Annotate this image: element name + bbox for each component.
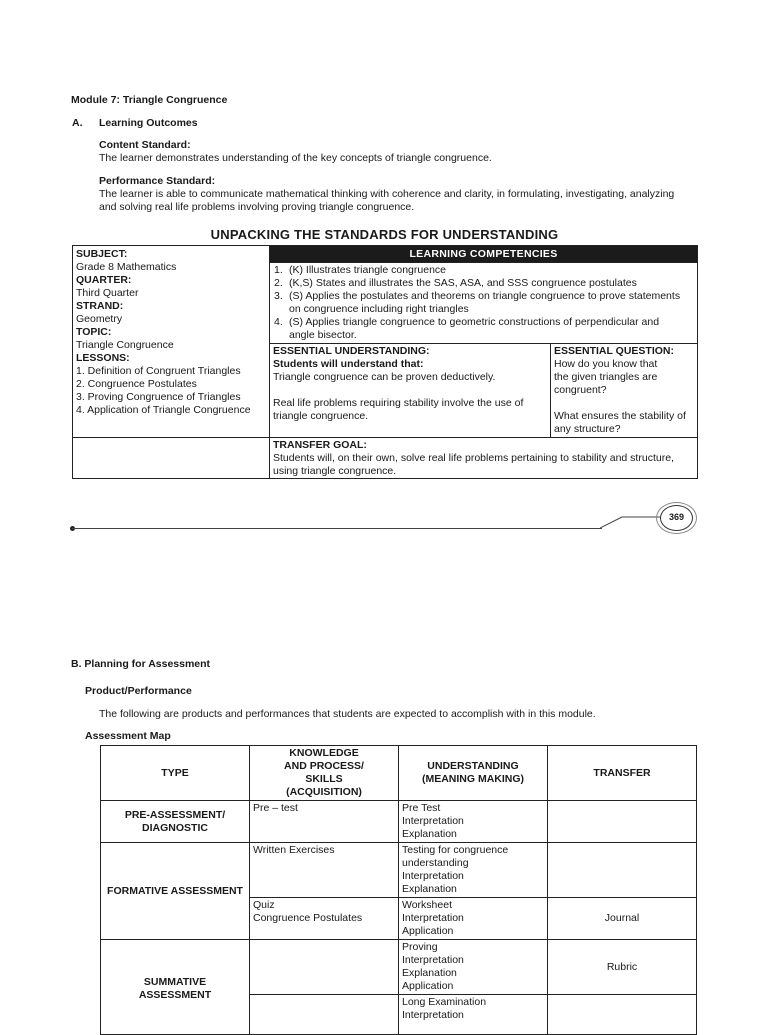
essential-understanding-cell [269,343,551,438]
essential-understanding-text: triangle congruence. [273,410,369,422]
strand-label: STRAND: [76,300,124,312]
competency-text: (S) Applies the postulates and theorems on triangle congruence to prove statements [289,290,681,302]
essential-understanding-text: Real life problems requiring stability involve the use of [273,397,524,409]
topic-label: TOPIC: [76,326,112,338]
header-understanding-line: UNDERSTANDING [427,760,519,772]
section-b-heading: B. Planning for Assessment [71,658,211,670]
essential-question-label: ESSENTIAL QUESTION: [554,345,674,357]
content-standard [99,139,699,165]
type-formative: FORMATIVE ASSESSMENT [101,843,250,940]
cell-line: Long Examination [402,996,487,1008]
content-standard-label: Content Standard: [99,139,191,151]
kps-cell: Written Exercises [250,843,399,898]
understanding-cell [399,898,548,940]
quarter-value: Third Quarter [76,287,139,299]
competency-item [274,290,693,316]
transfer-goal-cell [269,437,698,479]
lessons-label: LESSONS: [76,352,130,364]
transfer-goal-label: TRANSFER GOAL: [273,439,367,451]
course-info-cell [72,245,270,438]
competency-text: on congruence including right triangles [289,303,469,315]
essential-understanding-sublabel: Students will understand that: [273,358,424,370]
unpacking-table [72,245,698,479]
cell-line: Interpretation [402,1009,464,1021]
assessment-map-heading: Assessment Map [85,730,171,742]
transfer-cell [548,995,697,1035]
essential-question-text: congruent? [554,384,607,396]
page-number: 369 [660,505,693,531]
performance-standard [99,175,699,214]
type-summative [101,940,250,1035]
header-kps-line: KNOWLEDGE [289,747,359,759]
header-understanding [399,746,548,801]
cell-line: Application [402,980,454,992]
essential-question-text: the given triangles are [554,371,658,383]
header-kps-line: AND PROCESS/ [284,760,364,772]
competency-number: 4. [274,316,283,328]
topic-value: Triangle Congruence [76,339,174,351]
essential-question-cell [550,343,698,438]
kps-cell: Pre – test [250,801,399,843]
empty-cell [72,437,270,479]
kps-cell [250,940,399,995]
spacer [554,397,694,410]
kps-cell [250,995,399,1035]
competency-item [274,316,693,342]
header-kps-line: SKILLS [305,773,343,785]
performance-standard-line: and solving real life problems involving proving triangle congruence. [99,201,415,213]
competencies-list [274,264,693,342]
header-kps-line: (ACQUISITION) [286,786,362,798]
table-header-row [101,746,697,801]
cell-line: Interpretation [402,954,464,966]
essential-question-text: How do you know that [554,358,658,370]
transfer-goal-text: Students will, on their own, solve real life problems pertaining to stability and structure, [273,452,674,464]
performance-standard-label: Performance Standard: [99,175,216,187]
table-row [101,843,697,898]
cell-line: Congruence Postulates [253,912,363,924]
spacer [273,384,547,397]
competencies-cell [269,262,698,344]
header-type: TYPE [101,746,250,801]
transfer-cell [548,843,697,898]
cell-line: Explanation [402,883,457,895]
subject-value: Grade 8 Mathematics [76,261,177,273]
strand-value: Geometry [76,313,123,325]
understanding-cell [399,801,548,843]
cell-line: Testing for congruence [402,844,509,856]
assessment-map-table [100,745,697,1035]
cell-line: Application [402,925,454,937]
header-understanding-line: (MEANING MAKING) [421,773,525,785]
competency-text: angle bisector. [289,329,357,341]
footer-rule [72,528,602,529]
competency-number: 1. [274,264,283,276]
lesson-item: 4. Application of Triangle Congruence [76,404,251,416]
essential-understanding-label: ESSENTIAL UNDERSTANDING: [273,345,430,357]
product-performance-heading: Product/Performance [85,685,192,697]
cell-line: Interpretation [402,870,464,882]
lesson-item: 1. Definition of Congruent Triangles [76,365,241,377]
cell-line: Interpretation [402,815,464,827]
subject-label: SUBJECT: [76,248,128,260]
lesson-item: 2. Congruence Postulates [76,378,197,390]
understanding-cell [399,940,548,995]
header-kps [250,746,399,801]
table-row [101,940,697,995]
unpacking-title: UNPACKING THE STANDARDS FOR UNDERSTANDING [210,227,559,242]
competency-text: (S) Applies triangle congruence to geometric constructions of perpendicular and [289,316,660,328]
section-a-title: Learning Outcomes [99,117,198,129]
type-line: PRE-ASSESSMENT/ [124,808,226,821]
competency-item [274,264,693,277]
transfer-cell: Journal [548,898,697,940]
product-performance-text: The following are products and performances that students are expected to accomplish with in this module. [99,708,596,720]
transfer-cell [548,801,697,843]
type-pre-assessment [101,801,250,843]
transfer-goal-text: using triangle congruence. [273,465,397,477]
cell-line: Explanation [402,967,457,979]
cell-line: Interpretation [402,912,464,924]
competency-number: 3. [274,290,283,302]
essential-question-text: any structure? [554,423,621,435]
competency-item [274,277,693,290]
cell-line: understanding [402,857,469,869]
understanding-cell [399,843,548,898]
competency-text: (K,S) States and illustrates the SAS, ASA, and SSS congruence postulates [289,277,637,289]
quarter-label: QUARTER: [76,274,132,286]
cell-line: Worksheet [402,899,452,911]
type-line: SUMMATIVE [143,976,207,988]
cell-line: Explanation [402,828,457,840]
table-row [101,801,697,843]
section-a-heading [72,117,198,130]
competency-text: (K) Illustrates triangle congruence [289,264,446,276]
performance-standard-line: The learner is able to communicate mathematical thinking with coherence and clarity, in formulating, investigating, analyzing [99,188,675,200]
header-transfer: TRANSFER [548,746,697,801]
type-line: ASSESSMENT [138,989,212,1001]
essential-understanding-text: Triangle congruence can be proven deductively. [273,371,496,383]
section-a-letter: A. [72,117,83,129]
understanding-cell [399,995,548,1035]
cell-line: Pre Test [402,802,441,814]
essential-question-text: What ensures the stability of [554,410,686,422]
kps-cell [250,898,399,940]
transfer-cell: Rubric [548,940,697,995]
cell-line: Quiz [253,899,275,911]
module-title: Module 7: Triangle Congruence [71,94,228,106]
competencies-header: LEARNING COMPETENCIES [269,245,698,263]
footer-slant-line [600,516,662,530]
competency-number: 2. [274,277,283,289]
content-standard-text: The learner demonstrates understanding of the key concepts of triangle congruence. [99,152,492,164]
lesson-item: 3. Proving Congruence of Triangles [76,391,241,403]
type-line: DIAGNOSTIC [142,821,208,834]
cell-line: Proving [402,941,438,953]
